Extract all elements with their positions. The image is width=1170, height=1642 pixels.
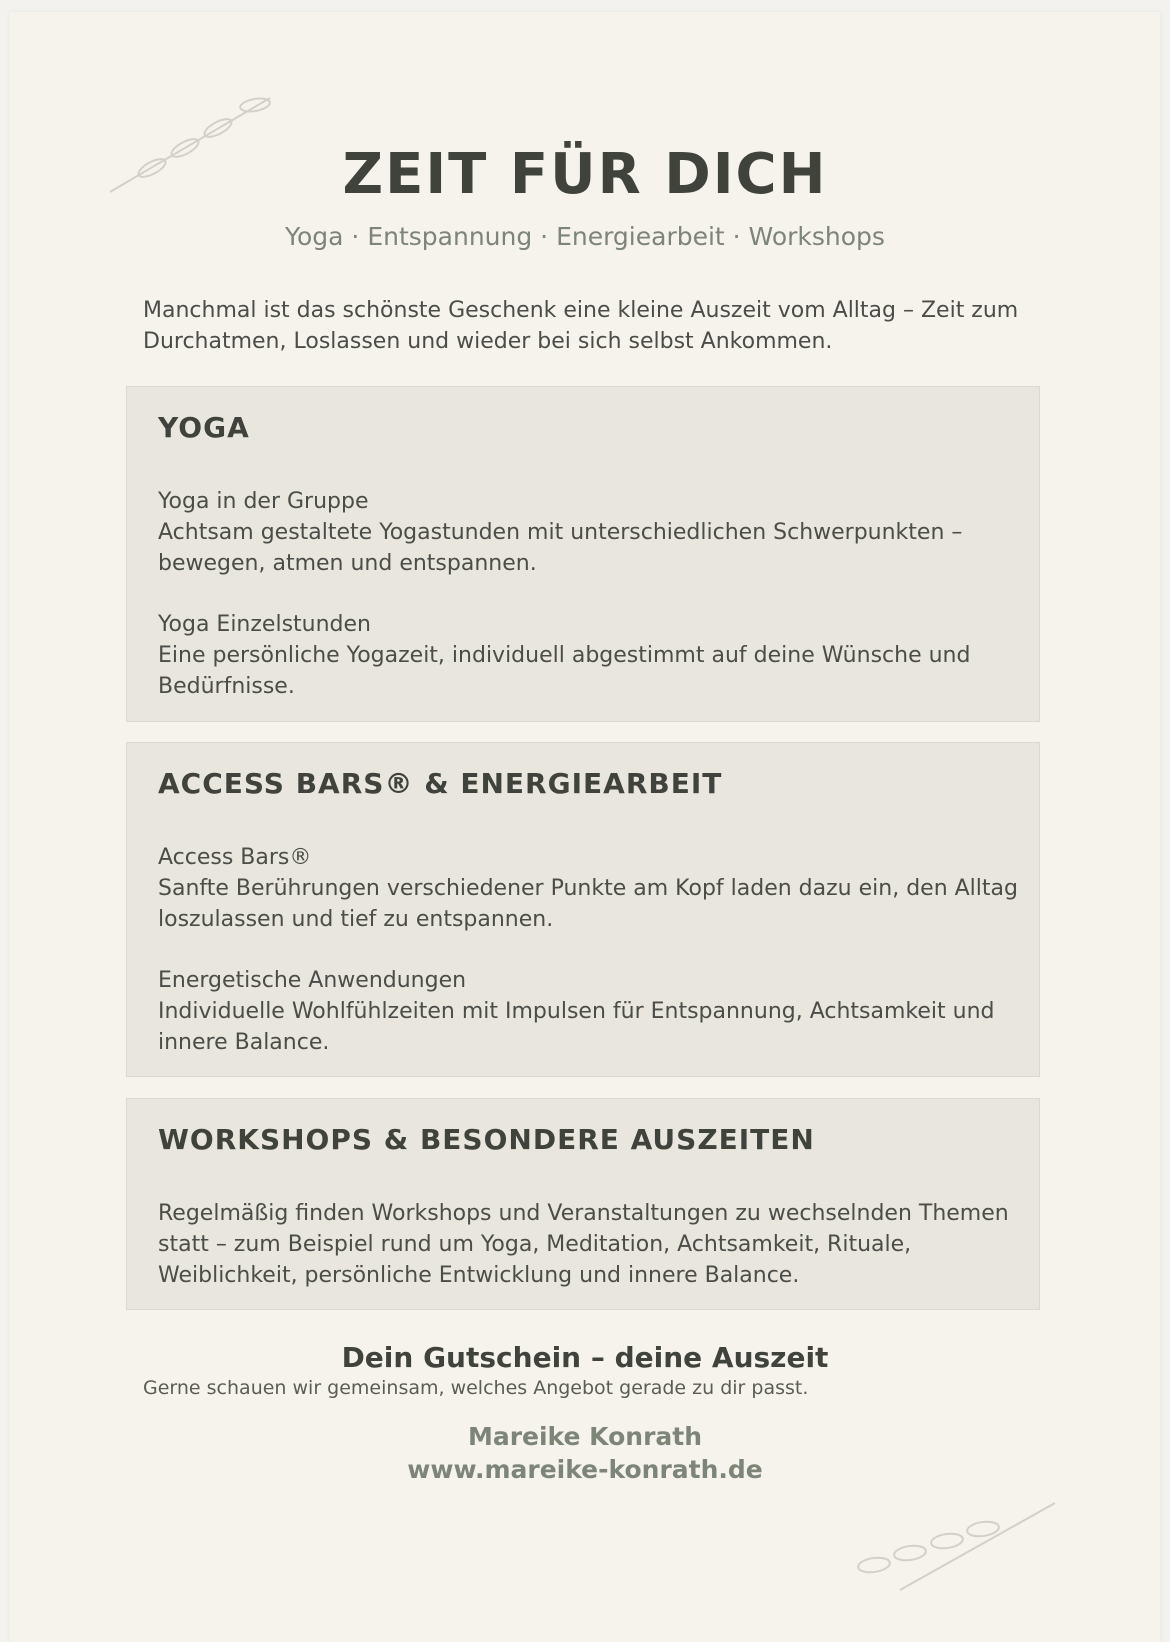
section-body-yoga — [158, 486, 1018, 702]
list-item — [158, 965, 1018, 1058]
item-title: Access Bars® — [158, 845, 312, 870]
closing-title: Dein Gutschein – deine Auszeit — [341, 1341, 829, 1374]
page-subtitle: Yoga · Entspannung · Energiearbeit · Workshops — [285, 222, 885, 251]
branch-icon — [850, 1495, 1060, 1595]
list-item — [158, 842, 1018, 935]
item-title: Energetische Anwendungen — [158, 968, 467, 993]
contact-name: Mareike Konrath — [467, 1422, 703, 1451]
item-text: Individuelle Wohlfühlzeiten mit Impulsen für Entspannung, Achtsamkeit und innere Balance. — [158, 999, 995, 1055]
closing-text: Gerne schauen wir gemeinsam, welches Angebot gerade zu dir passt. — [143, 1377, 809, 1399]
item-text: Achtsam gestaltete Yogastunden mit unterschiedlichen Schwerpunkten – bewegen, atmen und entspannen. — [158, 520, 963, 576]
section-body-workshops — [158, 1198, 1018, 1291]
section-heading-workshops: WORKSHOPS & BESONDERE AUSZEITEN — [158, 1123, 815, 1156]
section-heading-access-bars: ACCESS BARS® & ENERGIEARBEIT — [158, 767, 723, 800]
section-card-yoga — [126, 386, 1040, 722]
list-item — [158, 609, 1018, 702]
section-card-workshops — [126, 1098, 1040, 1310]
section-body-access-bars — [158, 842, 1018, 1058]
item-title: Yoga in der Gruppe — [158, 489, 369, 514]
intro-text: Manchmal ist das schönste Geschenk eine kleine Auszeit vom Alltag – Zeit zum Durchatmen, Loslassen und wieder bei sich selbst Ankommen. — [143, 298, 1019, 354]
section-card-access-bars — [126, 742, 1040, 1077]
item-text: Eine persönliche Yogazeit, individuell abgestimmt auf deine Wünsche und Bedürfnisse. — [158, 643, 971, 699]
page-title: ZEIT FÜR DICH — [342, 142, 828, 207]
item-text: Regelmäßig finden Workshops und Veranstaltungen zu wechselnden Themen statt – zum Beispiel rund um Yoga, Meditation, Achtsamkeit, Rituale, Weiblichkeit, persönliche Entwicklung und innere Balance. — [158, 1201, 1009, 1288]
item-title: Yoga Einzelstunden — [158, 612, 371, 637]
section-heading-yoga: YOGA — [158, 411, 250, 444]
list-item — [158, 486, 1018, 579]
contact-website: www.mareike-konrath.de — [407, 1455, 763, 1484]
list-item — [158, 1198, 1018, 1291]
item-text: Sanfte Berührungen verschiedener Punkte am Kopf laden dazu ein, den Alltag loszulassen und tief zu entspannen. — [158, 876, 1018, 932]
